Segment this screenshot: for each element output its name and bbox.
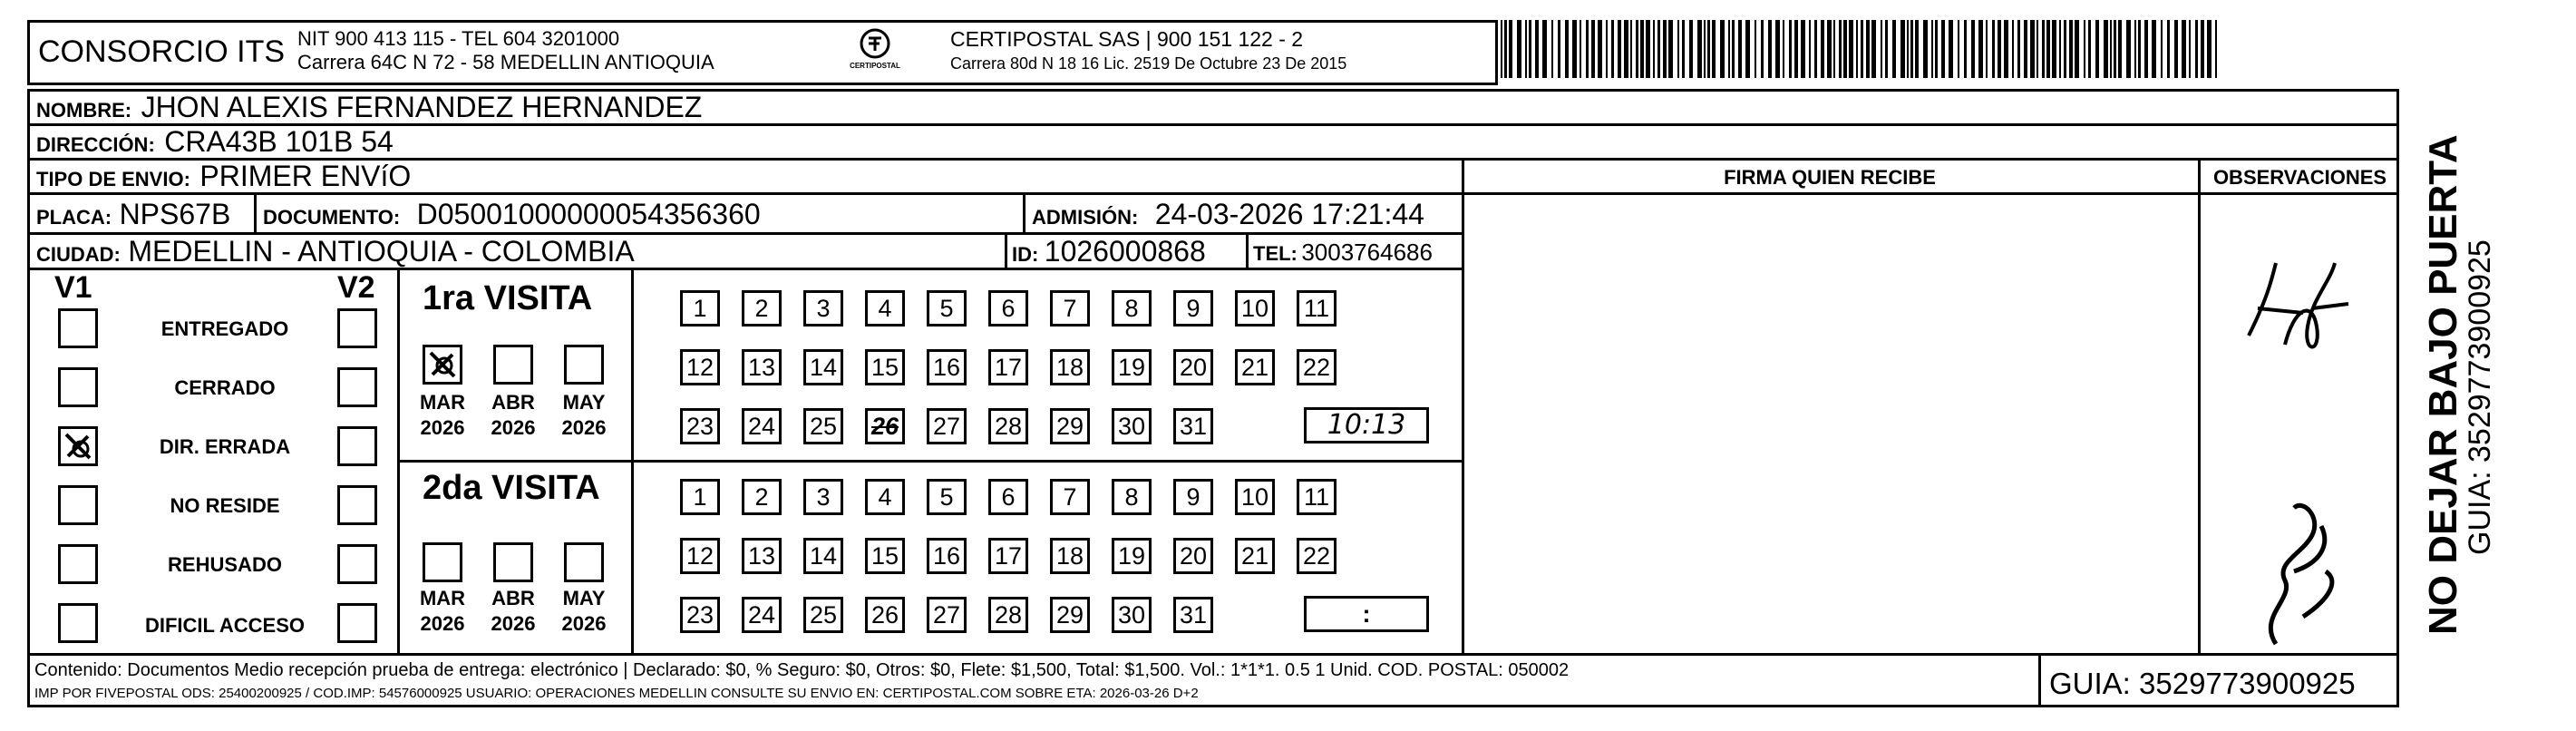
v2-checkbox-cerrado[interactable]: [337, 367, 377, 407]
second-visit-time-box[interactable]: :: [1304, 596, 1429, 632]
nombre-label: NOMBRE:: [36, 99, 132, 122]
barcode-bar: [1775, 20, 1780, 78]
barcode-bar: [2114, 20, 2116, 78]
barcode-bar: [2042, 20, 2045, 78]
handwritten-signature: [2249, 481, 2348, 653]
barcode-bar: [1866, 20, 1870, 78]
barcode-bar: [1923, 20, 1928, 78]
barcode-bar: [1789, 20, 1792, 78]
first-visit-day-4[interactable]: 4: [865, 290, 905, 327]
first-visit-day-15[interactable]: 15: [865, 349, 905, 385]
barcode-bar: [1525, 20, 1527, 78]
barcode-bar: [1624, 20, 1628, 78]
first-visit-day-14[interactable]: 14: [803, 349, 843, 385]
barcode-bar: [1707, 20, 1710, 78]
second-visit-day-24[interactable]: 24: [742, 597, 782, 633]
second-visit-day-20[interactable]: 20: [1173, 538, 1213, 574]
footer-imp: IMP POR FIVEPOSTAL ODS: 25400200925 / COD.IMP: 54576000925 USUARIO: OPERACIONES MEDELLIN CONSULTE SU ENVIO EN: CERTIPOSTAL.COM SOBRE ETA: 2026-03-26 D+2: [34, 686, 1199, 701]
second-visit-day-25[interactable]: 25: [803, 597, 843, 633]
second-visit-day-9[interactable]: 9: [1173, 479, 1213, 515]
second-visit-day-4[interactable]: 4: [865, 479, 905, 515]
barcode-bar: [1821, 20, 1824, 78]
barcode-bar: [1646, 20, 1650, 78]
second-visit-day-19[interactable]: 19: [1112, 538, 1152, 574]
barcode-bar: [2144, 20, 2148, 78]
first-visit-day-27[interactable]: 27: [927, 408, 967, 444]
first-visit-day-31[interactable]: 31: [1173, 408, 1213, 444]
first-visit-month-abr: ABR: [491, 391, 535, 414]
barcode-bar: [1677, 20, 1679, 78]
second-visit-day-3[interactable]: 3: [803, 479, 843, 515]
barcode-bar: [1768, 20, 1772, 78]
cell-separator: [254, 192, 257, 232]
barcode-bar: [1509, 20, 1512, 78]
cell-separator: [1023, 192, 1026, 232]
checkmark-x-icon: [425, 347, 460, 382]
second-visit-year: 2026: [491, 612, 536, 635]
v2-checkbox-rehusado[interactable]: [337, 544, 377, 584]
first-visit-day-28[interactable]: 28: [988, 408, 1028, 444]
barcode-bar: [1941, 20, 1945, 78]
direccion-row: [36, 125, 394, 159]
barcode-bar: [2030, 20, 2035, 78]
status-rehusado: REHUSADO: [168, 553, 282, 576]
barcode-bar: [2064, 20, 2066, 78]
first-visit-day-9[interactable]: 9: [1173, 290, 1213, 327]
status-dir-errada: DIR. ERRADA: [159, 435, 291, 458]
barcode-bar: [1586, 20, 1589, 78]
carrier-line-2: Carrera 80d N 18 16 Lic. 2519 De Octubre 23 De 2015: [950, 54, 1347, 73]
barcode-bar: [1978, 20, 1983, 78]
first-visit-day-26[interactable]: 26: [865, 408, 905, 444]
cell-separator: [1005, 232, 1007, 268]
firma-header-line: [1462, 192, 2399, 195]
firma-label: FIRMA QUIEN RECIBE: [1724, 166, 1936, 189]
v2-checkbox-dir-errada[interactable]: [337, 426, 377, 466]
barcode-bar: [2024, 20, 2027, 78]
first-visit-day-13[interactable]: 13: [742, 349, 782, 385]
second-visit-month-mar: MAR: [419, 587, 466, 609]
first-visit-year: 2026: [561, 416, 607, 439]
second-visit-day-10[interactable]: 10: [1235, 479, 1275, 515]
v1-checkbox-no-reside[interactable]: [58, 485, 98, 525]
first-visit-day-11[interactable]: 11: [1297, 290, 1337, 327]
barcode-bar: [1827, 20, 1832, 78]
barcode-bar: [1907, 20, 1909, 78]
second-visit-month-may-checkbox[interactable]: [564, 542, 604, 582]
second-visit-day-18[interactable]: 18: [1050, 538, 1090, 574]
first-visit-time-box[interactable]: 10:13: [1304, 407, 1429, 443]
barcode-bar: [1885, 20, 1888, 78]
first-visit-year: 2026: [420, 416, 465, 439]
second-visit-label: 2da VISITA: [423, 469, 600, 507]
barcode-bar: [1910, 20, 1913, 78]
first-visit-day-3[interactable]: 3: [803, 290, 843, 327]
tel-label: TEL:: [1253, 242, 1298, 265]
barcode-bar: [1682, 20, 1685, 78]
tipo-label: TIPO DE ENVIO:: [36, 168, 190, 190]
barcode-bar: [2036, 20, 2038, 78]
admision-label: ADMISIÓN:: [1032, 206, 1139, 229]
barcode-bar: [1640, 20, 1644, 78]
certipostal-logo: [843, 25, 907, 76]
second-visit-day-17[interactable]: 17: [988, 538, 1028, 574]
barcode-bar: [2152, 20, 2156, 78]
barcode-bar: [1833, 20, 1835, 78]
barcode-bar: [2059, 20, 2061, 78]
placa-value: NPS67B: [119, 198, 231, 230]
barcode-bar: [1732, 20, 1735, 78]
second-visit-day-8[interactable]: 8: [1112, 479, 1152, 515]
barcode-bar: [2161, 20, 2163, 78]
first-visit-day-7[interactable]: 7: [1050, 290, 1090, 327]
barcode-bar: [2167, 20, 2170, 78]
first-visit-month-mar-checkbox[interactable]: [423, 345, 462, 385]
first-visit-day-23[interactable]: 23: [680, 408, 720, 444]
barcode-bar: [1986, 20, 1988, 78]
barcode-bar: [2174, 20, 2178, 78]
v1-checkbox-dificil-acceso[interactable]: [58, 603, 98, 643]
first-visit-month-mar: MAR: [419, 391, 466, 414]
barcode-bar: [2138, 20, 2141, 78]
first-visit-day-19[interactable]: 19: [1112, 349, 1152, 385]
barcode-bar: [1745, 20, 1750, 78]
company-info-line-2: Carrera 64C N 72 - 58 MEDELLIN ANTIOQUIA: [297, 51, 714, 73]
barcode-bar: [1761, 20, 1764, 78]
first-visit-day-5[interactable]: 5: [927, 290, 967, 327]
barcode-bar: [1814, 20, 1817, 78]
barcode-bar: [2012, 20, 2014, 78]
barcode-bar: [1504, 20, 1507, 78]
barcode-bar: [1881, 20, 1882, 78]
barcode-bar: [1783, 20, 1784, 78]
v2-checkbox-entregado[interactable]: [337, 308, 377, 348]
second-visit-day-2[interactable]: 2: [742, 479, 782, 515]
barcode-bar: [2126, 20, 2131, 78]
first-visit-day-20[interactable]: 20: [1173, 349, 1213, 385]
barcode-bar: [1949, 20, 1953, 78]
barcode-bar: [1856, 20, 1858, 78]
second-visit-day-7[interactable]: 7: [1050, 479, 1090, 515]
barcode-bar: [1935, 20, 1938, 78]
barcode-bar: [2134, 20, 2136, 78]
barcode-bar: [2201, 20, 2204, 78]
second-visit-day-16[interactable]: 16: [927, 538, 967, 574]
barcode-bar: [2084, 20, 2085, 78]
barcode-bar: [2118, 20, 2122, 78]
documento-cell: [263, 198, 761, 231]
ciudad-label: CIUDAD:: [36, 243, 121, 266]
first-visit-label: 1ra VISITA: [423, 279, 593, 317]
barcode-bar: [1636, 20, 1638, 78]
nombre-row: [36, 91, 702, 124]
barcode-bar: [1663, 20, 1667, 78]
barcode-bar: [1591, 20, 1595, 78]
tel-cell: [1253, 239, 1433, 267]
barcode-bar: [1861, 20, 1863, 78]
first-visit-month-abr-checkbox[interactable]: [493, 345, 533, 385]
firma-left-border: [1462, 158, 1464, 653]
second-visit-month-may: MAY: [562, 587, 606, 609]
first-visit-day-21[interactable]: 21: [1235, 349, 1275, 385]
barcode-bar: [1892, 20, 1896, 78]
company-name: CONSORCIO ITS: [38, 34, 286, 69]
barcode-bar: [1558, 20, 1560, 78]
second-visit-day-11[interactable]: 11: [1297, 479, 1337, 515]
barcode-bar: [2088, 20, 2091, 78]
first-visit-day-2[interactable]: 2: [742, 290, 782, 327]
second-visit-day-5[interactable]: 5: [927, 479, 967, 515]
barcode-bar: [1839, 20, 1842, 78]
id-label: ID:: [1012, 243, 1039, 266]
checkmark-x-icon: [61, 429, 95, 463]
tipo-row: [36, 160, 411, 193]
second-visit-day-12[interactable]: 12: [680, 538, 720, 574]
barcode-bar: [1809, 20, 1811, 78]
first-visit-day-25[interactable]: 25: [803, 408, 843, 444]
barcode-bar: [2215, 20, 2217, 78]
placa-row: [36, 198, 230, 231]
second-visit-day-23[interactable]: 23: [680, 597, 720, 633]
side-warning: NO DEJAR BAJO PUERTA: [2421, 134, 2465, 635]
v1-checkbox-cerrado[interactable]: [58, 367, 98, 407]
barcode-bar: [2046, 20, 2050, 78]
footer-top-line: [27, 653, 2399, 656]
tel-value: 3003764686: [1301, 239, 1433, 266]
v1-checkbox-entregado[interactable]: [58, 308, 98, 348]
first-visit-day-24[interactable]: 24: [742, 408, 782, 444]
barcode-bar: [1755, 20, 1756, 78]
barcode-bar: [1794, 20, 1798, 78]
first-visit-day-22[interactable]: 22: [1297, 349, 1337, 385]
direccion-value: CRA43B 101B 54: [164, 125, 394, 158]
first-visit-year: 2026: [491, 416, 536, 439]
side-guia: GUIA: 3529773900925: [2463, 239, 2497, 555]
barcode-bar: [1801, 20, 1805, 78]
barcode-bar: [1871, 20, 1876, 78]
barcode-bar: [1630, 20, 1632, 78]
second-visit-day-13[interactable]: 13: [742, 538, 782, 574]
first-visit-month-may: MAY: [562, 391, 606, 414]
status-cerrado: CERRADO: [174, 376, 276, 399]
first-visit-month-may-checkbox[interactable]: [564, 345, 604, 385]
first-visit-day-16[interactable]: 16: [927, 349, 967, 385]
cell-separator: [1246, 232, 1249, 268]
admision-cell: [1032, 198, 1424, 231]
barcode-bar: [2104, 20, 2108, 78]
first-visit-day-12[interactable]: 12: [680, 349, 720, 385]
handwritten-mark-top: [2231, 245, 2357, 381]
second-visit-day-6[interactable]: 6: [988, 479, 1028, 515]
barcode-bar: [1998, 20, 2001, 78]
second-visit-day-27[interactable]: 27: [927, 597, 967, 633]
barcode-bar: [2075, 20, 2079, 78]
documento-label: DOCUMENTO:: [263, 206, 401, 229]
barcode-bar: [1958, 20, 1959, 78]
first-visit-day-10[interactable]: 10: [1235, 290, 1275, 327]
nombre-value: JHON ALEXIS FERNANDEZ HERNANDEZ: [141, 91, 703, 123]
visit-divider: [397, 460, 1463, 463]
v2-checkbox-no-reside[interactable]: [337, 485, 377, 525]
placa-label: PLACA:: [36, 206, 112, 229]
barcode-bar: [1971, 20, 1975, 78]
second-visit-day-31[interactable]: 31: [1173, 597, 1213, 633]
v2-checkbox-dificil-acceso[interactable]: [337, 603, 377, 643]
carrier-line-1: CERTIPOSTAL SAS | 900 151 122 - 2: [950, 27, 1304, 51]
status-entregado: ENTREGADO: [160, 317, 289, 340]
barcode-bar: [1900, 20, 1905, 78]
barcode-bar: [2189, 20, 2191, 78]
barcode: [1501, 16, 2226, 82]
second-visit-month-abr-checkbox[interactable]: [493, 542, 533, 582]
second-visit-day-26[interactable]: 26: [865, 597, 905, 633]
barcode-bar: [1572, 20, 1577, 78]
barcode-bar: [1580, 20, 1581, 78]
second-visit-day-14[interactable]: 14: [803, 538, 843, 574]
v1-checkbox-rehusado[interactable]: [58, 544, 98, 584]
v1-label: V1: [54, 270, 92, 305]
first-visit-day-6[interactable]: 6: [988, 290, 1028, 327]
barcode-bar: [2004, 20, 2008, 78]
second-visit-day-21[interactable]: 21: [1235, 538, 1275, 574]
company-info-line-1: NIT 900 413 115 - TEL 604 3201000: [297, 27, 620, 50]
direccion-label: DIRECCIÓN:: [36, 133, 155, 156]
barcode-bar: [1728, 20, 1730, 78]
v2-label: V2: [337, 270, 375, 305]
barcode-bar: [2052, 20, 2056, 78]
ciudad-row: [36, 235, 635, 268]
footer-guia-separator: [2038, 653, 2041, 707]
second-visit-day-30[interactable]: 30: [1112, 597, 1152, 633]
barcode-bar: [1843, 20, 1847, 78]
id-value: 1026000868: [1044, 235, 1206, 268]
barcode-bar: [1849, 20, 1853, 78]
first-visit-day-1[interactable]: 1: [680, 290, 720, 327]
admision-value: 24-03-2026 17:21:44: [1154, 198, 1424, 230]
second-visit-day-1[interactable]: 1: [680, 479, 720, 515]
id-cell: [1012, 235, 1206, 268]
status-no-reside: NO RESIDE: [170, 494, 280, 517]
barcode-bar: [1606, 20, 1608, 78]
second-visit-year: 2026: [561, 612, 607, 635]
second-visit-day-15[interactable]: 15: [865, 538, 905, 574]
barcode-bar: [2095, 20, 2099, 78]
barcode-bar: [1501, 20, 1502, 78]
observaciones-left-border: [2198, 158, 2201, 653]
first-visit-day-29[interactable]: 29: [1050, 408, 1090, 444]
barcode-bar: [1611, 20, 1614, 78]
barcode-bar: [2017, 20, 2020, 78]
barcode-bar: [1689, 20, 1693, 78]
barcode-bar: [1720, 20, 1725, 78]
barcode-bar: [1712, 20, 1716, 78]
barcode-bar: [1915, 20, 1919, 78]
v1-checkbox-dir-errada[interactable]: [58, 426, 98, 466]
barcode-bar: [1598, 20, 1602, 78]
first-visit-day-18[interactable]: 18: [1050, 349, 1090, 385]
second-visit-day-22[interactable]: 22: [1297, 538, 1337, 574]
footer-content: Contenido: Documentos Medio recepción prueba de entrega: electrónico | Declarado: $0, % Seguro: $0, Otros: $0, Flete: $1,500, Total: $1,500. Vol.: 1*1*1. 0.5 1 Unid. COD. POSTAL: 050002: [34, 660, 1570, 680]
second-visit-day-28[interactable]: 28: [988, 597, 1028, 633]
second-visit-day-29[interactable]: 29: [1050, 597, 1090, 633]
second-visit-month-mar-checkbox[interactable]: [423, 542, 462, 582]
footer-guia: GUIA: 3529773900925: [2049, 667, 2356, 700]
documento-value: D05001000000054356360: [416, 198, 761, 230]
barcode-bar: [1565, 20, 1569, 78]
barcode-bar: [2195, 20, 2198, 78]
second-visit-year: 2026: [420, 612, 465, 635]
first-visit-day-17[interactable]: 17: [988, 349, 1028, 385]
barcode-bar: [1668, 20, 1673, 78]
barcode-bar: [1931, 20, 1933, 78]
barcode-bar: [1529, 20, 1531, 78]
ciudad-value: MEDELLIN - ANTIOQUIA - COLOMBIA: [128, 235, 635, 268]
barcode-bar: [1657, 20, 1660, 78]
barcode-bar: [2182, 20, 2186, 78]
barcode-bar: [1542, 20, 1547, 78]
barcode-bar: [2207, 20, 2211, 78]
status-dificil-acceso: DIFICIL ACCESO: [144, 614, 305, 637]
barcode-bar: [1738, 20, 1742, 78]
barcode-bar: [1653, 20, 1655, 78]
barcode-bar: [1535, 20, 1539, 78]
observaciones-label: OBSERVACIONES: [2212, 166, 2387, 189]
first-visit-day-30[interactable]: 30: [1112, 408, 1152, 444]
barcode-bar: [1551, 20, 1553, 78]
logo-text: CERTIPOSTAL: [850, 62, 900, 70]
barcode-bar: [1697, 20, 1702, 78]
barcode-bar: [1704, 20, 1706, 78]
second-visit-month-abr: ABR: [491, 587, 535, 609]
barcode-bar: [1517, 20, 1521, 78]
barcode-bar: [2069, 20, 2073, 78]
barcode-bar: [2110, 20, 2112, 78]
barcode-bar: [1964, 20, 1967, 78]
tipo-value: PRIMER ENVíO: [199, 160, 412, 192]
barcode-bar: [1992, 20, 1995, 78]
first-visit-day-8[interactable]: 8: [1112, 290, 1152, 327]
barcode-bar: [1618, 20, 1621, 78]
